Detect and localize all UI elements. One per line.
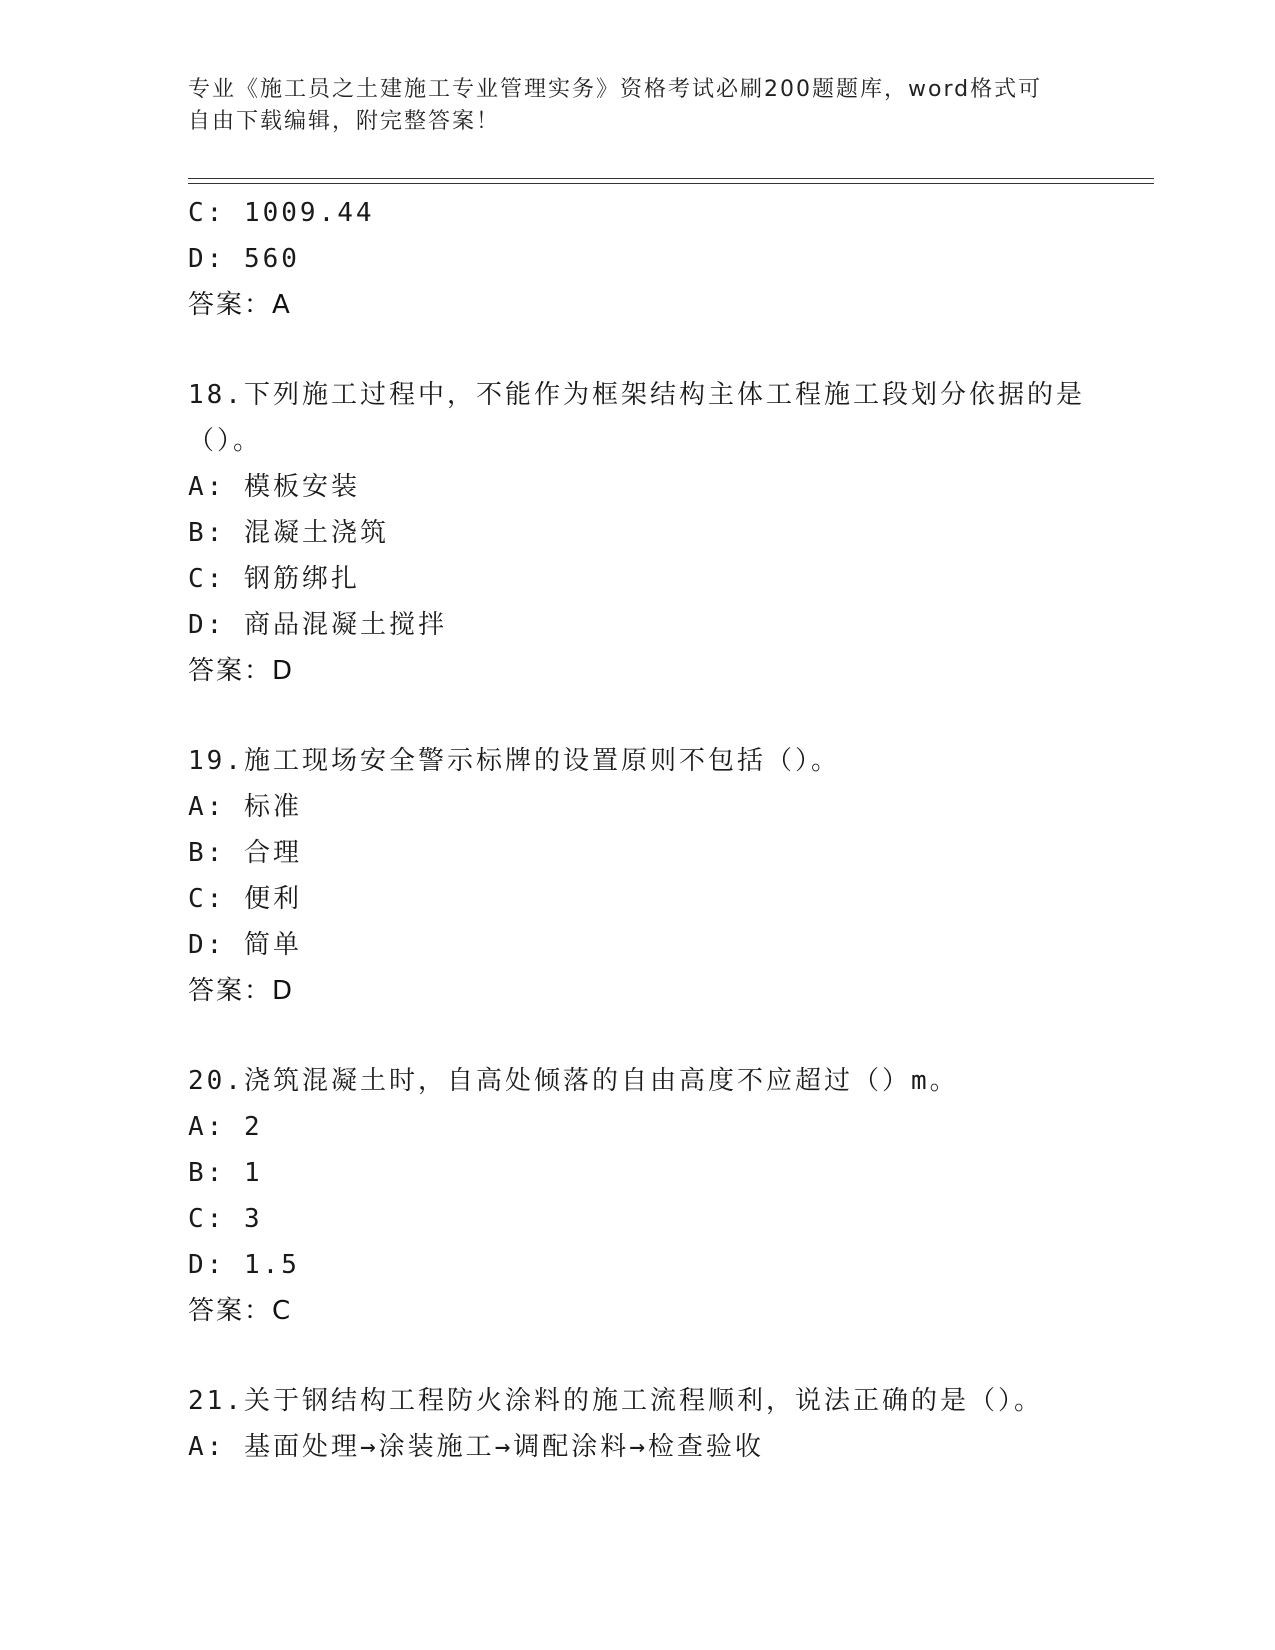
question-stem-continued: （）。 <box>188 426 263 456</box>
page-header <box>188 74 1068 138</box>
option-c: C: 便利 <box>188 884 302 914</box>
option-d: D: 1.5 <box>188 1250 300 1280</box>
question-19 <box>188 738 1088 1014</box>
option-a: A: 模板安装 <box>188 472 360 502</box>
option-c: C: 钢筋绑扎 <box>188 564 360 594</box>
option-d: D: 商品混凝土搅拌 <box>188 610 447 640</box>
option-d: D: 560 <box>188 244 300 274</box>
question-21 <box>188 1378 1088 1470</box>
option-a: A: 2 <box>188 1112 263 1142</box>
option-d: D: 简单 <box>188 930 302 960</box>
header-divider-bottom <box>188 183 1154 184</box>
question-stem: 18.下列施工过程中，不能作为框架结构主体工程施工段划分依据的是 <box>188 380 1085 410</box>
answer-line: 答案：A <box>188 290 292 320</box>
question-stem: 20.浇筑混凝土时，自高处倾落的自由高度不应超过（）m。 <box>188 1066 959 1096</box>
answer-line: 答案：D <box>188 656 295 686</box>
option-c: C: 3 <box>188 1204 263 1234</box>
option-b: B: 混凝土浇筑 <box>188 518 389 548</box>
answer-line: 答案：D <box>188 976 295 1006</box>
document-body <box>188 190 1088 1470</box>
option-b: B: 合理 <box>188 838 302 868</box>
header-line-1: 专业《施工员之土建施工专业管理实务》资格考试必刷200题题库，word格式可 <box>188 77 1043 102</box>
option-a: A: 标准 <box>188 792 302 822</box>
question-stem: 19.施工现场安全警示标牌的设置原则不包括（）。 <box>188 746 840 776</box>
question-17-tail <box>188 190 1088 328</box>
option-b: B: 1 <box>188 1158 263 1188</box>
option-c: C: 1009.44 <box>188 198 375 228</box>
question-18 <box>188 372 1088 694</box>
option-a: A: 基面处理→涂装施工→调配涂料→检查验收 <box>188 1432 764 1462</box>
header-divider-top <box>188 178 1154 179</box>
answer-line: 答案：C <box>188 1296 293 1326</box>
header-line-2: 自由下载编辑，附完整答案！ <box>188 109 501 134</box>
question-20 <box>188 1058 1088 1334</box>
question-stem: 21.关于钢结构工程防火涂料的施工流程顺利，说法正确的是（）。 <box>188 1386 1043 1416</box>
